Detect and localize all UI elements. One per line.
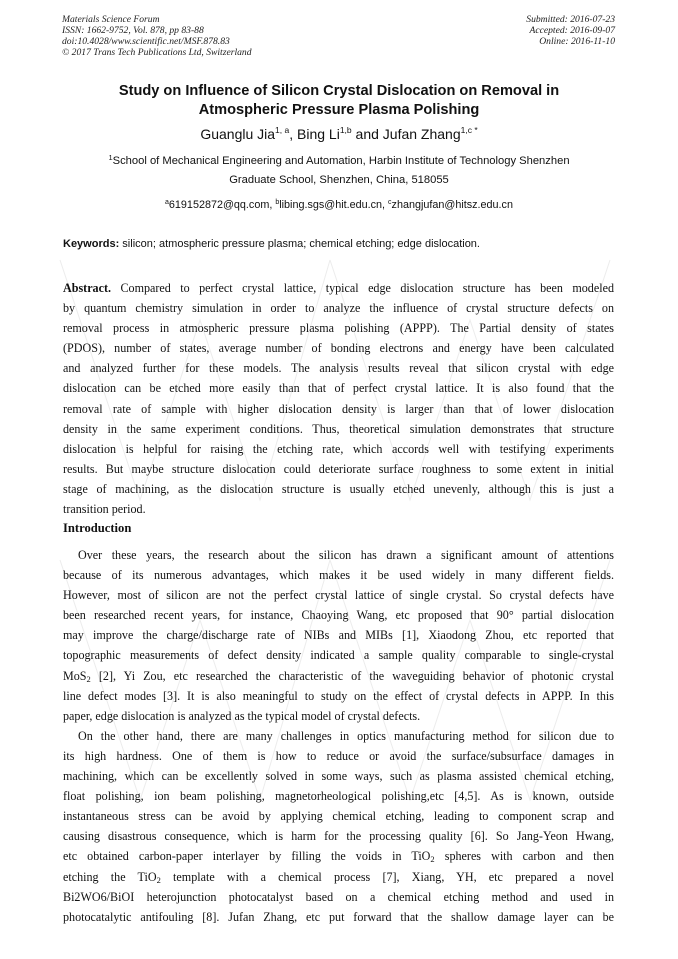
- intro-line: may improve the charge/discharge rate of NIBs and MIBs [1], Xiaodong Zhou, etc reported that: [63, 628, 614, 643]
- publication-dates: [526, 14, 615, 47]
- abstract-label: Abstract.: [63, 281, 112, 295]
- affiliation-line-1: School of Mechanical Engineering and Automation, Harbin Institute of Technology Shenzhen: [112, 155, 570, 167]
- author-separator: and: [351, 126, 383, 142]
- affiliation-marker: 1: [108, 153, 113, 162]
- issn: ISSN: 1662-9752, Vol. 878, pp 83-88: [62, 25, 204, 36]
- intro-line: MoS$_2$ [2], Yi Zou, etc researched the characteristic of the waveguiding behavior of photonic crystal: [63, 668, 614, 684]
- submitted-date: Submitted: 2016-07-23: [526, 14, 615, 25]
- author-2: Bing Li: [297, 126, 340, 142]
- email-b[interactable]: libing.sgs@hit.edu.cn,: [279, 199, 389, 211]
- doi-link[interactable]: doi:10.4028/www.scientific.net/MSF.878.83: [62, 36, 230, 47]
- copyright: © 2017 Trans Tech Publications Ltd, Switzerland: [62, 47, 252, 58]
- intro-line: On the other hand, there are many challenges in optics manufacturing method for silicon due to: [78, 728, 614, 743]
- abstract-line: and analyzed further for these models. The analysis results reveal that silicon crystal with edge: [63, 361, 614, 376]
- email-a[interactable]: 619152872@qq.com,: [168, 199, 276, 211]
- abstract-line: removal process in atmospheric pressure plasma polishing (APPP). The Partial density of states: [63, 321, 614, 336]
- intro-line: causing disastrous consequence, which is harm for the processing quality [6]. So Jang-Yeon Hwang,: [63, 829, 614, 844]
- abstract-line: Abstract. Compared to perfect crystal lattice, typical edge dislocation structure has been modeled: [63, 281, 614, 295]
- abstract-line: results. But maybe structure dislocation could deteriorate surface roughness to some extent in initial: [63, 461, 614, 476]
- email-c[interactable]: zhangjufan@hitsz.edu.cn: [391, 199, 513, 211]
- paper-title: [62, 82, 616, 120]
- intro-line: paper, edge dislocation is analyzed as the typical model of crystal defects.: [63, 708, 421, 723]
- intro-line: etc obtained carbon-paper interlayer by filling the voids in TiO$_2$ spheres with carbon and then: [63, 849, 614, 865]
- email-marker: b: [275, 199, 280, 206]
- author-emails: [62, 198, 616, 212]
- affiliation: [62, 152, 616, 190]
- author-separator: ,: [289, 126, 298, 142]
- abstract-line: removal rate of sample with higher dislocation density is larger than that of lower dislocation: [63, 401, 614, 416]
- intro-line: been researched recent years, for instance, Chaoying Wang, etc proposed that 90° partial dislocation: [63, 608, 614, 623]
- author-2-affil: 1,b: [339, 125, 352, 135]
- intro-line: etching the TiO$_2$ template with a chemical process [7], Xiang, YH, etc prepared a novel: [63, 869, 614, 885]
- intro-line: float polishing, ion beam polishing, magnetorheological polishing,etc [4,5]. As is known, outside: [63, 789, 614, 804]
- keywords-label: Keywords:: [63, 238, 120, 250]
- title-line-2: Atmospheric Pressure Plasma Polishing: [198, 102, 480, 118]
- intro-line: However, most of silicon are not the perfect crystal lattice of single crystal. So crystal defects have: [63, 588, 614, 603]
- title-line-1: Study on Influence of Silicon Crystal Dislocation on Removal in: [118, 83, 560, 99]
- abstract-line: (PDOS), number of states, average number of bonding electrons and energy have been calculated: [63, 341, 614, 356]
- intro-line: Over these years, the research about the silicon has drawn a significant amount of attentions: [78, 548, 614, 562]
- email-marker: a: [165, 199, 169, 206]
- intro-line: photocatalytic antifouling [8]. Jufan Zhang, etc put forward that the shallow damage layer can be: [63, 909, 614, 924]
- abstract-line: dislocation can be etched more easily than that of perfect crystal lattice. It is also found that the: [63, 381, 614, 396]
- section-heading-introduction: Introduction: [63, 521, 132, 535]
- accepted-date: Accepted: 2016-09-07: [529, 25, 615, 36]
- author-list: [62, 125, 616, 143]
- introduction-body: [63, 545, 614, 927]
- author-1-affil: 1, a: [275, 125, 290, 135]
- journal-name: Materials Science Forum: [62, 14, 160, 25]
- author-3-affil: 1,c *: [460, 125, 478, 135]
- intro-line: machining, which can be excellently solved in some ways, such as plasma assisted chemical etching,: [63, 769, 614, 784]
- abstract-line: stage of machining, as the dislocation structure is usually etched unevenly, although this is just a: [63, 481, 614, 496]
- intro-line: instantaneous stress can be avoid by applying chemical etching, leading to component scrap and: [63, 809, 614, 824]
- intro-line: topographic measurements of defect density indicated a sample quality comparable to single-crystal: [63, 648, 614, 663]
- abstract-line: density in the same experiment conditions. Thus, theoretical simulation demonstrates that structure: [63, 421, 614, 436]
- author-1: Guanglu Jia: [200, 126, 276, 142]
- email-marker: c: [388, 199, 392, 206]
- abstract-line: dislocation is helpful for raising the etching rate, which accords well with testifying experiments: [63, 441, 614, 456]
- abstract: [63, 278, 614, 519]
- online-date: Online: 2016-11-10: [539, 36, 615, 47]
- keywords-text: silicon; atmospheric pressure plasma; chemical etching; edge dislocation.: [119, 238, 480, 250]
- affiliation-line-2: Graduate School, Shenzhen, China, 518055: [229, 174, 449, 186]
- journal-info: [62, 14, 252, 58]
- author-3: Jufan Zhang: [382, 126, 461, 142]
- abstract-line: by quantum chemistry simulation in order to analyze the influence of crystal structure defects on: [63, 301, 614, 316]
- intro-line: because of its numerous advantages, which makes it be used widely in many different fields.: [63, 568, 614, 583]
- abstract-line: transition period.: [63, 502, 146, 517]
- intro-line: line defect modes [3]. It is also meaningful to study on the effect of crystal defects in APPP. In this: [63, 688, 614, 703]
- intro-line: Bi2WO6/BiOI heterojunction photocatalyst based on a chemical etching method and used in: [63, 889, 614, 904]
- intro-line: its high hardness. One of them is how to reduce or avoid the surface/subsurface damages in: [63, 748, 614, 763]
- keywords: [63, 237, 480, 251]
